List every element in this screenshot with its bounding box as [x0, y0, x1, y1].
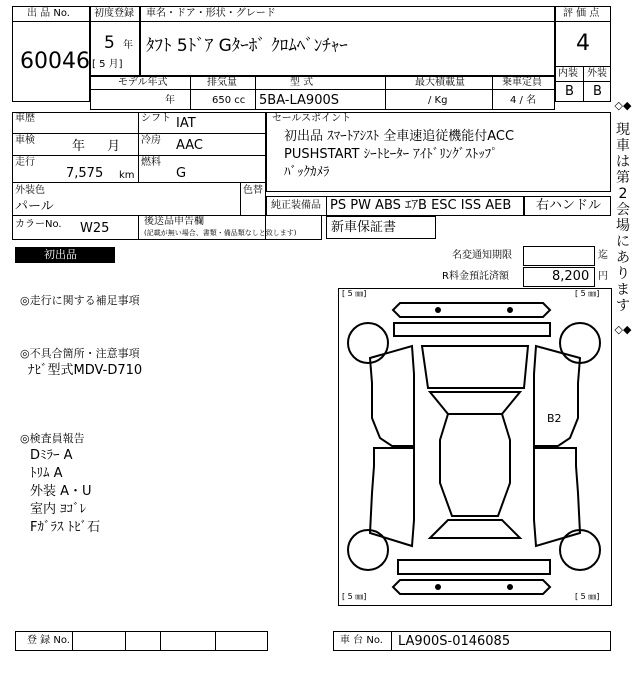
shift-label: シフト [141, 113, 171, 124]
inspection-label: 車検 [15, 135, 35, 146]
side-note-char: 現 [616, 122, 630, 138]
inspector-line: Dﾐﾗｰ A [30, 448, 73, 463]
side-note-char: ま [616, 282, 630, 298]
exterior-label: 外装 [587, 68, 607, 79]
capacity-label: 乗車定員 [502, 77, 542, 88]
side-note-char: す [616, 298, 630, 314]
side-note-char: あ [616, 250, 630, 266]
first-reg-month: [ 5 月] [92, 59, 123, 70]
sales-point-line-2: PUSHSTART ｼｰﾄﾋｰﾀｰ ｱｲﾄﾞﾘﾝｸﾞｽﾄｯﾌﾟ [284, 147, 498, 162]
later-docs-note: (記載が無い場合、書類・備品類なしと致します) [144, 229, 297, 237]
exterior-grade: B [593, 84, 602, 99]
car-body-diagram [338, 288, 612, 606]
damage-code-b2: B2 [547, 412, 562, 425]
chassis-no-value: LA900S-0146085 [398, 634, 511, 649]
mileage-label: 走行 [15, 157, 35, 168]
interior-label: 内装 [558, 68, 578, 79]
inspector-line: 室内 ﾖｺﾞﾚ [30, 502, 87, 517]
score-label: 評 価 点 [563, 8, 600, 19]
defects-label: ◎不具合箇所・注意事項 [20, 347, 140, 360]
side-note-char: り [616, 266, 630, 282]
mileage-unit: km [119, 170, 135, 181]
owner-change-box [523, 246, 595, 266]
side-note-top-mark: ◇◆ [614, 99, 632, 112]
color-no-label: カラーNo. [15, 219, 62, 230]
inspector-report-label: ◎検査員報告 [20, 432, 85, 445]
car-name-label: 車名・ドア・形状・グレード [146, 8, 276, 19]
color-no-value: W25 [80, 221, 110, 236]
corner-tread-rear-left: [ 5 ㎜] [342, 592, 367, 601]
lot-number: 60046 [20, 49, 90, 74]
later-docs-label: 後送品申告欄 [144, 216, 204, 227]
owner-change-label: 名変通知期限 [452, 250, 512, 261]
fuel-value: G [176, 166, 187, 181]
warranty-value: 新車保証書 [331, 220, 397, 235]
registration-no-label: 登 録 No. [27, 635, 70, 646]
inspector-line: ﾄﾘﾑ A [30, 466, 63, 481]
interior-grade: B [565, 84, 574, 99]
car-name: ﾀﾌﾄ 5ﾄﾞｱ Gﾀｰﾎﾞ ｸﾛﾑﾍﾞﾝﾁｬｰ [146, 36, 348, 56]
equipment-value: PS PW ABS ｴｱB ESC ISS AEB [330, 198, 512, 213]
fuel-label: 燃料 [141, 157, 161, 168]
side-note-char: は [616, 154, 630, 170]
first-reg-year-unit: 年 [123, 40, 133, 51]
first-reg-label: 初度登録 [94, 8, 134, 19]
side-note-char: 2 [618, 186, 628, 202]
inspection-value: 年 月 [72, 139, 121, 154]
max-load-value: / Kg [428, 95, 448, 106]
corner-tread-front-left: [ 5 ㎜] [342, 289, 367, 298]
displacement-label: 排気量 [207, 77, 237, 88]
lot-label: 出 品 No. [27, 8, 70, 19]
inspector-line: Fｶﾞﾗｽ ﾄﾋﾞ石 [30, 520, 101, 535]
steering-value: 右ハンドル [536, 198, 602, 213]
ac-label: 冷房 [141, 135, 161, 146]
side-note-char: に [616, 234, 630, 250]
first-listing-text: 初出品 [44, 248, 77, 261]
history-label: 車歴 [15, 113, 35, 124]
inspector-line: 外装 A・U [30, 484, 92, 499]
driving-remarks-label: ◎走行に関する補足事項 [20, 294, 140, 307]
capacity-value: 4 / 名 [510, 95, 537, 106]
type-label: 型 式 [290, 77, 314, 88]
sales-point-label: セールスポイント [272, 113, 352, 124]
side-note-char: 会 [616, 202, 630, 218]
side-note-char: 場 [616, 218, 630, 234]
max-load-label: 最大積載量 [415, 77, 465, 88]
ac-value: AAC [176, 138, 203, 153]
first-reg-year: 5 [104, 33, 115, 53]
recycle-label: R料金預託済額 [442, 271, 509, 282]
equipment-label: 純正装備品 [271, 200, 321, 211]
sales-point-line-1: 初出品 ｽﾏｰﾄｱｼｽﾄ 全車速追従機能付ACC [284, 129, 515, 144]
defects-value: ﾅﾋﾞ型式MDV-D710 [28, 363, 143, 378]
corner-tread-front-right: [ 5 ㎜] [575, 289, 600, 298]
model-year-label: モデル年式 [118, 77, 168, 88]
side-note-char: 第 [616, 170, 630, 186]
overall-score: 4 [576, 31, 590, 56]
recycle-value: 8,200 [552, 269, 590, 284]
model-type: 5BA-LA900S [259, 93, 339, 108]
owner-change-suffix: 迄 [598, 250, 608, 261]
sales-point-line-3: ﾊﾞｯｸｶﾒﾗ [284, 165, 330, 180]
recolor-label: 色替 [243, 185, 263, 196]
displacement-value: 650 cc [212, 95, 246, 106]
chassis-no-label: 車 台 No. [340, 635, 383, 646]
mileage-value: 7,575 [66, 166, 104, 181]
color-label: 外装色 [15, 185, 45, 196]
corner-tread-rear-right: [ 5 ㎜] [575, 592, 600, 601]
recycle-unit: 円 [598, 271, 608, 282]
side-note-char: 車 [616, 138, 630, 154]
side-note-bottom-mark: ◇◆ [614, 323, 632, 336]
side-note [612, 98, 634, 338]
model-year-value: 年 [165, 95, 175, 106]
color-value: パール [15, 199, 54, 214]
shift-value: IAT [176, 116, 196, 131]
